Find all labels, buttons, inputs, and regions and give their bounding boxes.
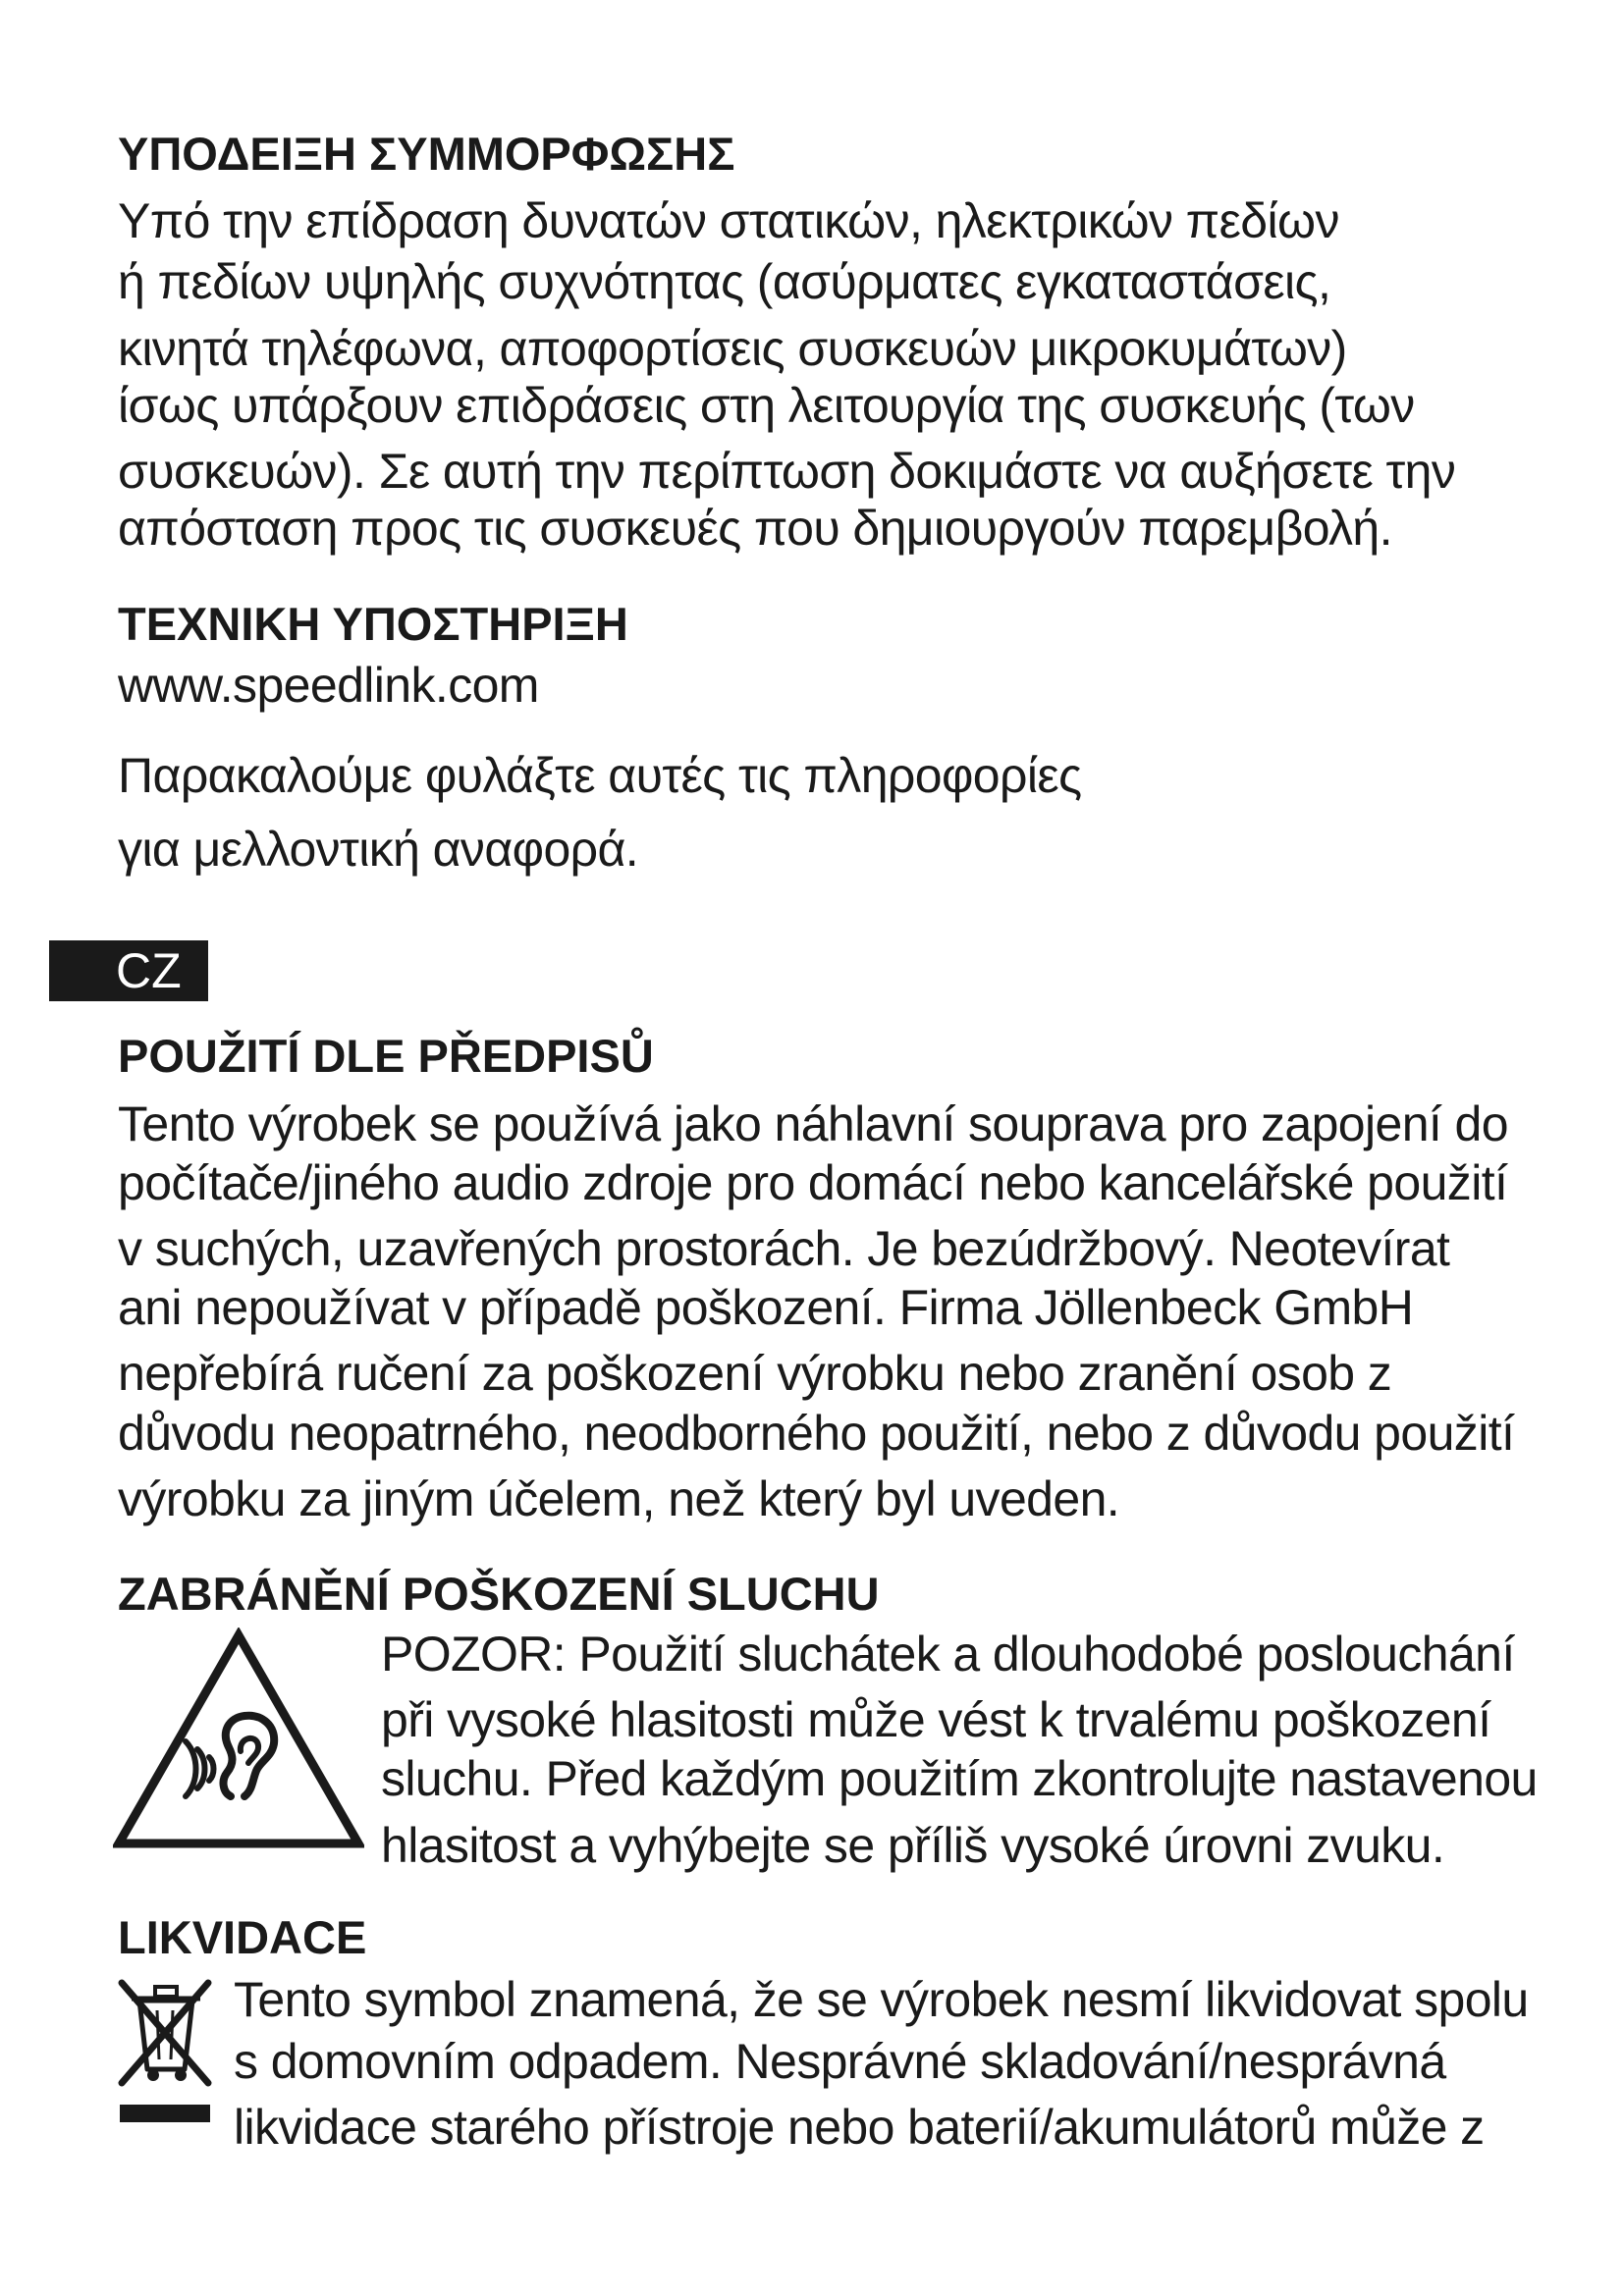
disposal-line: s domovním odpadem. Nesprávné skladování/nesprávná [234, 2034, 1446, 2089]
intended-use-line: důvodu neopatrného, neodborného použití, nebo z důvodu použití [118, 1406, 1515, 1461]
support-url: www.speedlink.com [118, 658, 539, 713]
compliance-line: συσκευών). Σε αυτή την περίπτωση δοκιμάστε να αυξήσετε την [118, 444, 1456, 499]
hearing-line: sluchu. Před každým použitím zkontrolujte nastavenou [381, 1751, 1538, 1806]
intended-use-line: výrobku za jiným účelem, než který byl uveden. [118, 1471, 1120, 1526]
compliance-line: ίσως υπάρξουν επιδράσεις στη λειτουργία της συσκευής (των [118, 378, 1415, 433]
disposal-heading: LIKVIDACE [118, 1911, 367, 1963]
crossed-bin-icon [114, 1971, 216, 2128]
compliance-line: κινητά τηλέφωνα, αποφορτίσεις συσκευών μικροκυμάτων) [118, 321, 1347, 376]
compliance-line: ή πεδίων υψηλής συχνότητας (ασύρματες εγκαταστάσεις, [118, 254, 1331, 309]
intended-use-heading: POUŽITÍ DLE PŘEDPISŮ [118, 1030, 654, 1082]
hearing-heading: ZABRÁNĚNÍ POŠKOZENÍ SLUCHU [118, 1568, 880, 1620]
intended-use-line: ani nepoužívat v případě poškození. Firma Jöllenbeck GmbH [118, 1280, 1414, 1335]
keep-info-line: Παρακαλούμε φυλάξτε αυτές τις πληροφορίες [118, 748, 1082, 803]
hearing-line: hlasitost a vyhýbejte se příliš vysoké úrovni zvuku. [381, 1818, 1445, 1873]
compliance-line: Υπό την επίδραση δυνατών στατικών, ηλεκτρικών πεδίων [118, 193, 1339, 248]
intended-use-line: nepřebírá ručení za poškození výrobku nebo zranění osob z [118, 1346, 1392, 1401]
keep-info-line: για μελλοντική αναφορά. [118, 822, 639, 877]
intended-use-line: Tento výrobek se používá jako náhlavní souprava pro zapojení do [118, 1096, 1508, 1151]
disposal-line: Tento symbol znamená, že se výrobek nesmí likvidovat spolu [234, 1972, 1529, 2027]
disposal-line: likvidace starého přístroje nebo baterií/akumulátorů může z [234, 2100, 1485, 2155]
intended-use-line: počítače/jiného audio zdroje pro domácí nebo kancelářské použití [118, 1155, 1508, 1210]
compliance-line: απόσταση προς τις συσκευές που δημιουργούν παρεμβολή. [118, 501, 1392, 556]
hearing-line: při vysoké hlasitosti může vést k trvalému poškození [381, 1692, 1491, 1747]
compliance-heading: ΥΠΟΔΕΙΞΗ ΣΥΜΜΟΡΦΩΣΗΣ [118, 128, 735, 180]
language-tag: CZ [49, 940, 208, 1001]
hearing-line: POZOR: Použití sluchátek a dlouhodobé poslouchání [381, 1627, 1515, 1682]
support-heading: ΤΕΧΝΙΚΗ ΥΠΟΣΤΗΡΙΞΗ [118, 598, 628, 650]
hearing-warning-icon [113, 1628, 364, 1853]
intended-use-line: v suchých, uzavřených prostorách. Je bezúdržbový. Neotevírat [118, 1221, 1450, 1276]
